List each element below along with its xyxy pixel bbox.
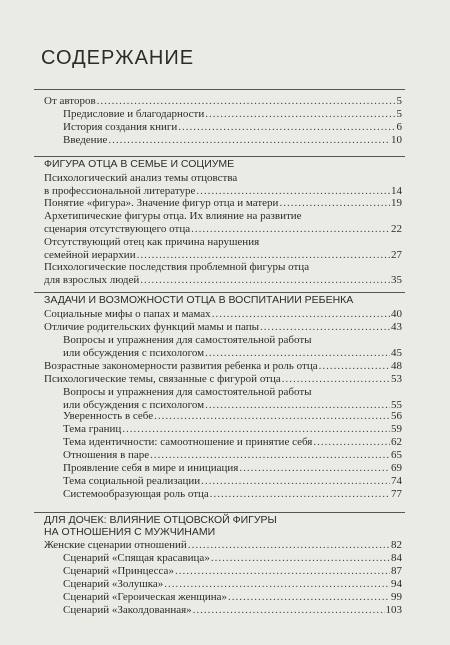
toc-entry-label: Тема границ <box>63 423 122 435</box>
toc-page-number: 87 <box>391 565 402 577</box>
toc-entry <box>63 449 402 462</box>
toc-entry-label: Уверенность в себе <box>63 410 154 422</box>
toc-entry-label: Сценарий «Принцесса» <box>63 565 174 577</box>
toc-entry <box>63 552 402 565</box>
toc-entry-label: Психологический анализ темы отцовства <box>44 172 238 184</box>
toc-page-number: 6 <box>396 121 402 133</box>
toc-entry <box>63 386 402 412</box>
toc-page-number: 10 <box>391 134 402 146</box>
divider-line <box>34 89 405 90</box>
toc-entry <box>44 172 402 198</box>
toc-page-number: 94 <box>391 578 402 590</box>
divider-line <box>34 156 405 157</box>
section-heading-line: ДЛЯ ДОЧЕК: ВЛИЯНИЕ ОТЦОВСКОЙ ФИГУРЫ <box>44 514 277 526</box>
toc-entry-label: для взрослых людей <box>44 274 140 286</box>
toc-entry <box>63 334 402 360</box>
intro-entry <box>44 95 402 108</box>
toc-entry-label: Отсутствующий отец как причина нарушения <box>44 236 260 248</box>
toc-entry <box>44 539 402 552</box>
toc-entry <box>44 321 402 334</box>
toc-entry-label: или обсуждения с психологом <box>63 399 205 411</box>
toc-entry-label: Психологические последствия проблемной фигуры отца <box>44 261 310 273</box>
section-heading: ЗАДАЧИ И ВОЗМОЖНОСТИ ОТЦА В ВОСПИТАНИИ РЕБЕНКА <box>44 294 354 306</box>
toc-page-number: 82 <box>391 539 402 551</box>
toc-entry <box>63 462 402 475</box>
toc-page-number: 14 <box>391 185 402 197</box>
toc-entry-label: Отличие родительских функций мамы и папы <box>44 321 260 333</box>
section-heading: ФИГУРА ОТЦА В СЕМЬЕ И СОЦИУМЕ <box>44 158 235 170</box>
toc-entry-label: Вопросы и упражнения для самостоятельной работы <box>63 386 312 398</box>
toc-entry-label: От авторов <box>44 95 96 107</box>
toc-page-number: 84 <box>391 552 402 564</box>
toc-entry-label: Отношения в паре <box>63 449 150 461</box>
toc-entry <box>63 488 402 501</box>
toc-entry <box>63 578 402 591</box>
toc-page-number: 45 <box>391 347 402 359</box>
toc-entry <box>44 236 402 262</box>
toc-entry <box>63 604 402 617</box>
toc-page-number: 48 <box>391 360 402 372</box>
toc-page-number: 53 <box>391 373 402 385</box>
toc-page-number: 62 <box>391 436 402 448</box>
toc-entry-label: Тема идентичности: самоотношение и принятие себя <box>63 436 313 448</box>
toc-entry-label: История создания книги <box>63 121 178 133</box>
toc-page-number: 77 <box>391 488 402 500</box>
toc-entry-label: Возрастные закономерности развития ребенка и роль отца <box>44 360 318 372</box>
toc-entry-label: или обсуждения с психологом <box>63 347 205 359</box>
toc-page-number: 22 <box>391 223 402 235</box>
toc-entry <box>63 565 402 578</box>
toc-page-number: 99 <box>391 591 402 603</box>
divider-line <box>34 292 405 293</box>
toc-entry <box>44 210 402 236</box>
toc-entry <box>44 197 402 210</box>
toc-entry-label: сценария отсутствующего отца <box>44 223 191 235</box>
toc-entry-label: Проявление себя в мире и инициация <box>63 462 239 474</box>
toc-entry-label: Сценарий «Героическая женщина» <box>63 591 227 603</box>
toc-entry-label: семейной иерархии <box>44 249 136 261</box>
toc-entry-label: Женские сценарии отношений <box>44 539 187 551</box>
intro-entry <box>63 121 402 134</box>
toc-entry-label: Сценарий «Спящая красавица» <box>63 552 210 564</box>
toc-entry <box>63 436 402 449</box>
toc-entry-label: Предисловие и благодарности <box>63 108 205 120</box>
intro-entry <box>63 108 402 121</box>
toc-entry-label: Тема социальной реализации <box>63 475 201 487</box>
toc-page-number: 35 <box>391 274 402 286</box>
toc-entry <box>63 591 402 604</box>
toc-entry-label: Архетипические фигуры отца. Их влияние на развитие <box>44 210 302 222</box>
toc-page-number: 40 <box>391 308 402 320</box>
section-heading-line: НА ОТНОШЕНИЯ С МУЖЧИНАМИ <box>44 526 216 538</box>
page-title: СОДЕРЖАНИЕ <box>41 47 195 69</box>
toc-page-number: 56 <box>391 410 402 422</box>
toc-page-number: 65 <box>391 449 402 461</box>
toc-entry-label: Введение <box>63 134 108 146</box>
section-heading <box>44 514 277 538</box>
toc-page-number: 59 <box>391 423 402 435</box>
toc-entry <box>44 360 402 373</box>
toc-entry <box>44 261 402 287</box>
toc-entry-label: в профессиональной литературе <box>44 185 196 197</box>
toc-page-number: 103 <box>385 604 402 616</box>
toc-entry-label: Социальные мифы о папах и мамах <box>44 308 211 320</box>
toc-page-number: 5 <box>396 95 402 107</box>
toc-entry <box>44 308 402 321</box>
toc-entry-label: Системообразующая роль отца <box>63 488 209 500</box>
toc-entry <box>63 410 402 423</box>
toc-entry-label: Сценарий «Золушка» <box>63 578 164 590</box>
divider-line <box>34 512 405 513</box>
toc-page-number: 74 <box>391 475 402 487</box>
toc-entry-label: Понятие «фигура». Значение фигур отца и матери <box>44 197 279 209</box>
toc-entry-label: Психологические темы, связанные с фигурой отца <box>44 373 281 385</box>
toc-page-number: 69 <box>391 462 402 474</box>
toc-page-number: 27 <box>391 249 402 261</box>
toc-entry <box>63 423 402 436</box>
toc-page-number: 43 <box>391 321 402 333</box>
intro-entry <box>63 134 402 147</box>
toc-entry-label: Вопросы и упражнения для самостоятельной работы <box>63 334 312 346</box>
toc-page-number: 19 <box>391 197 402 209</box>
toc-entry-label: Сценарий «Заколдованная» <box>63 604 192 616</box>
toc-page-number: 55 <box>391 399 402 411</box>
toc-entry <box>44 373 402 386</box>
toc-entry <box>63 475 402 488</box>
toc-page-number: 5 <box>396 108 402 120</box>
